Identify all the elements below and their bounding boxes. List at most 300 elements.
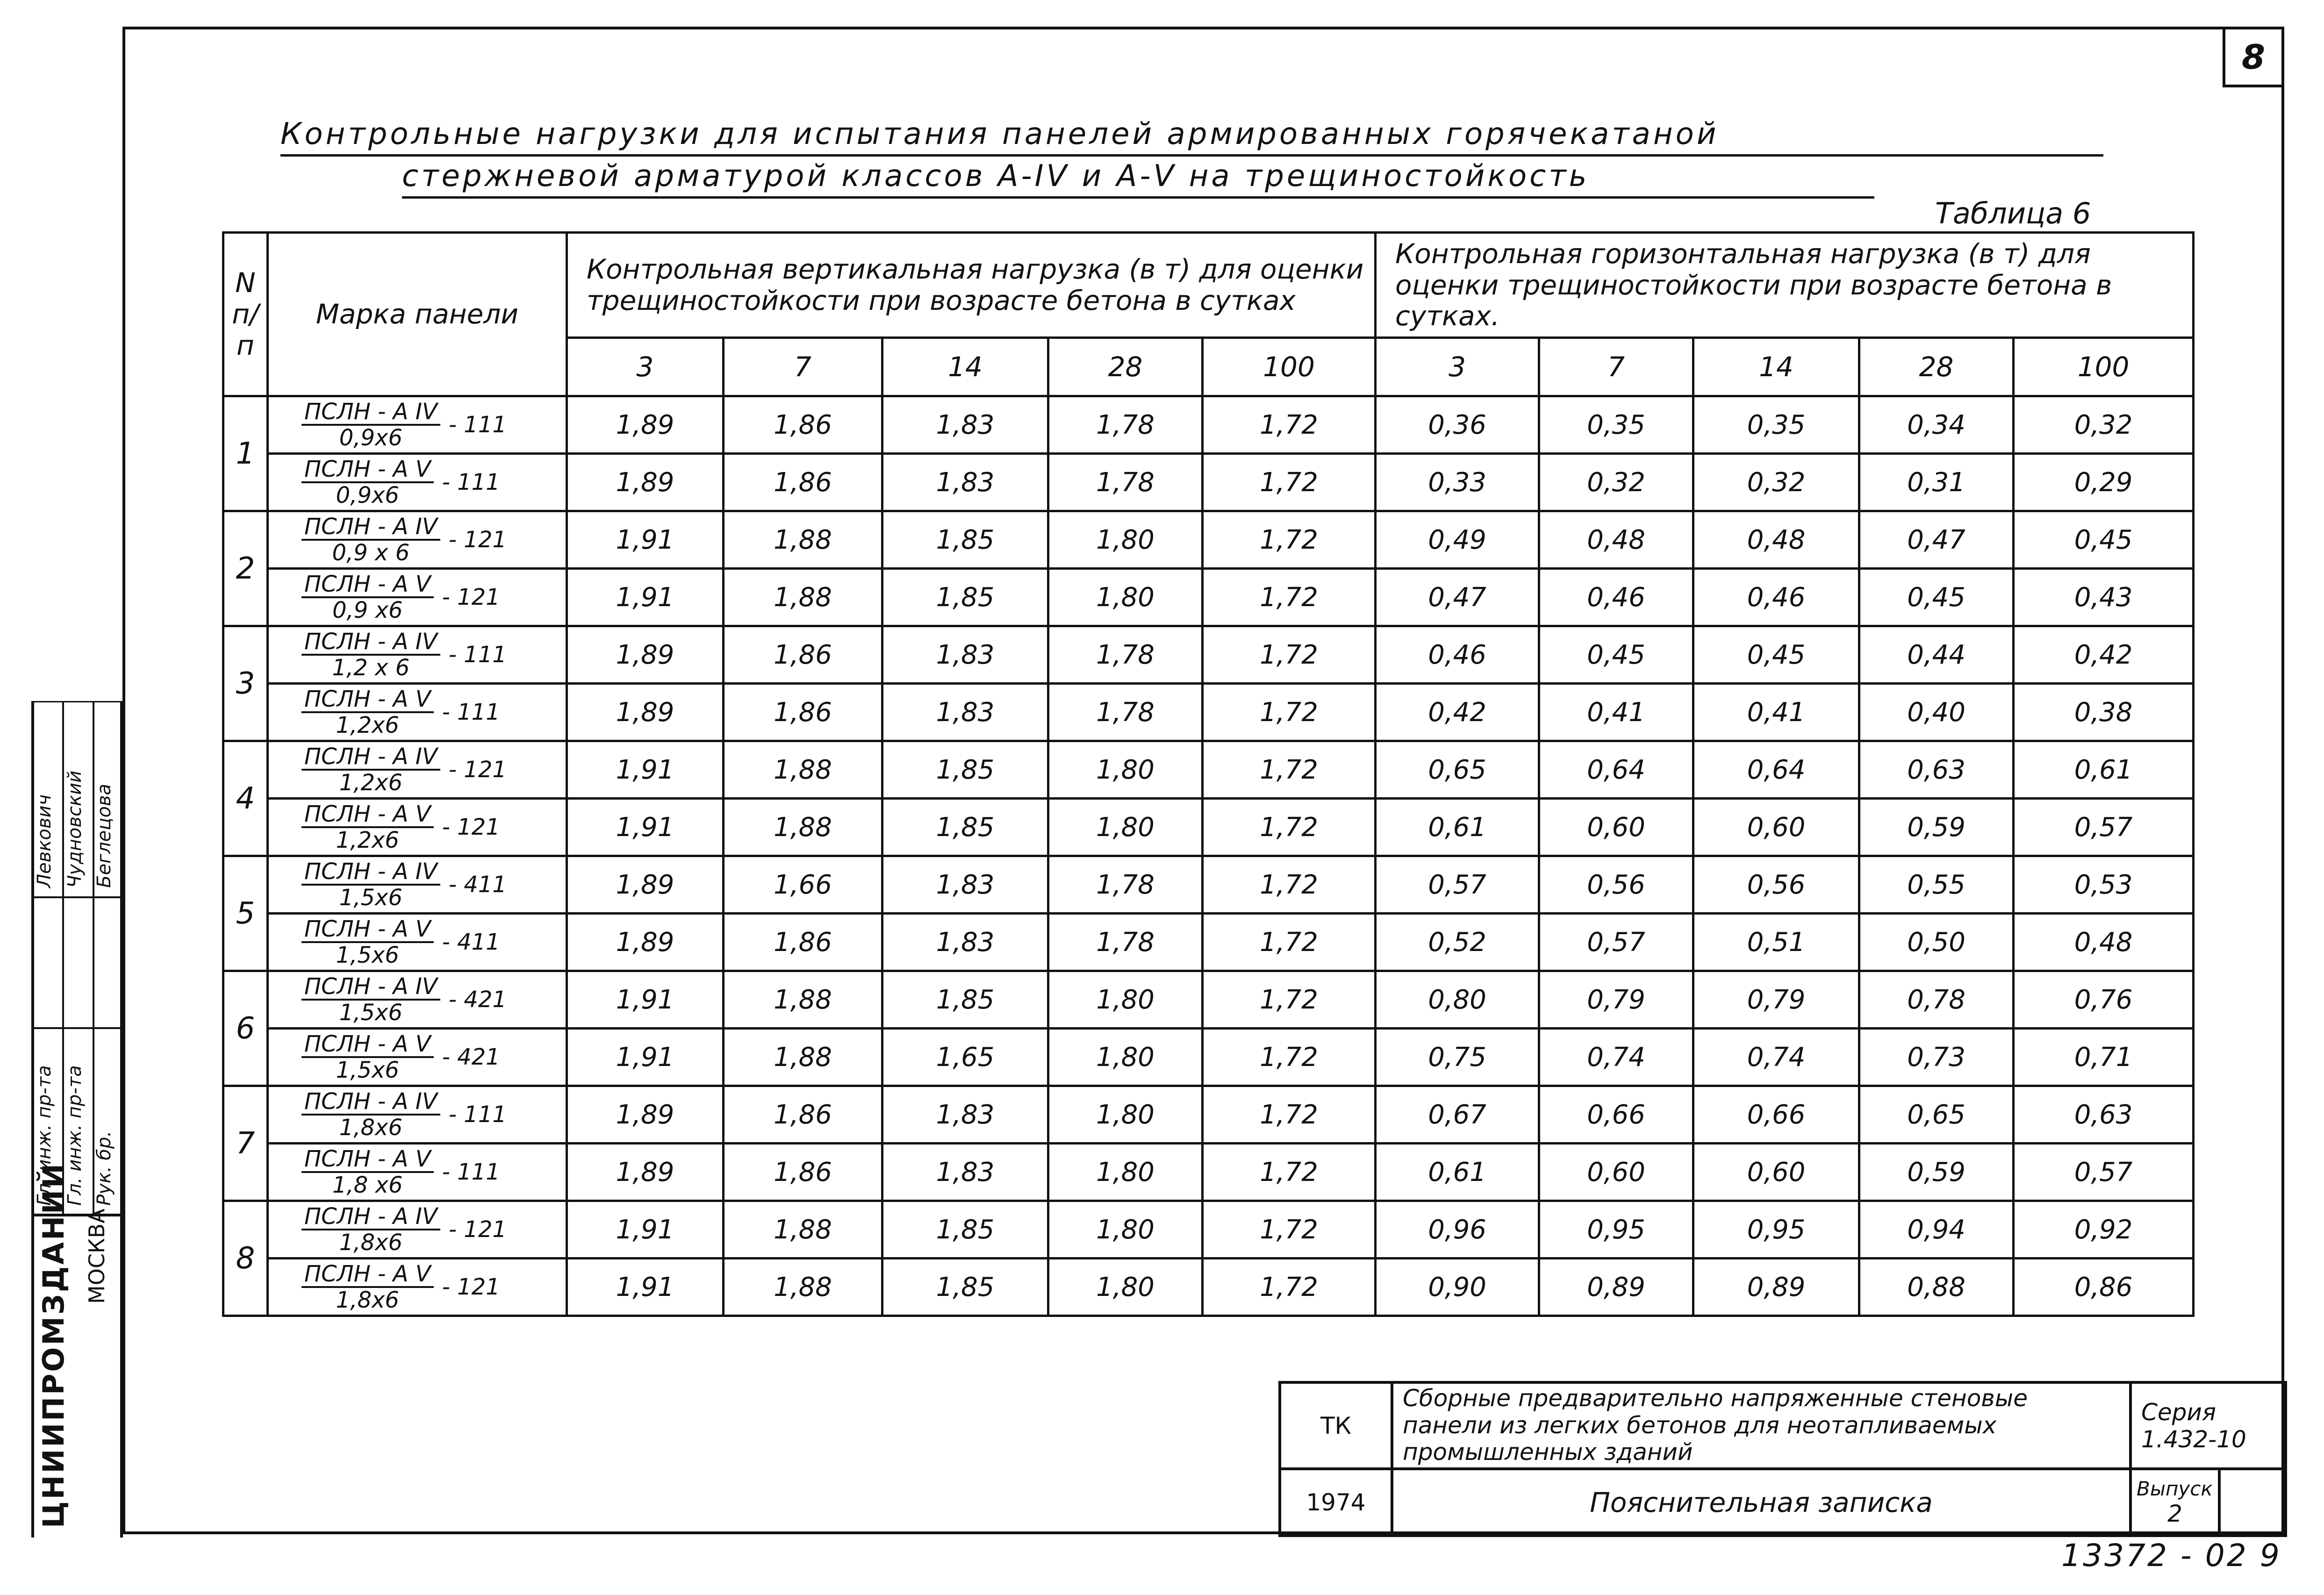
horizontal-load-cell: 0,31 bbox=[1859, 454, 2014, 511]
panel-mark bbox=[268, 626, 567, 684]
vertical-load-cell: 1,78 bbox=[1048, 454, 1203, 511]
row-number: 7 bbox=[223, 1086, 268, 1201]
age-header-h-1: 7 bbox=[1539, 338, 1693, 396]
vertical-load-cell: 1,72 bbox=[1203, 684, 1376, 741]
horizontal-load-cell: 0,65 bbox=[1859, 1086, 2014, 1144]
vertical-load-cell: 1,83 bbox=[882, 1086, 1048, 1144]
vertical-load-cell: 1,85 bbox=[882, 1201, 1048, 1259]
panel-mark-fraction bbox=[301, 1205, 440, 1254]
series-cell bbox=[2130, 1382, 2286, 1469]
panel-mark-type: ПСЛН - А V bbox=[301, 573, 434, 598]
vertical-load-cell: 1,72 bbox=[1203, 1201, 1376, 1259]
vertical-load-cell: 1,88 bbox=[724, 1259, 882, 1316]
title-line-1: Контрольные нагрузки для испытания панелей армированных горячекатаной bbox=[280, 117, 2103, 157]
panel-mark-size: 0,9 х 6 bbox=[332, 540, 410, 566]
horizontal-load-cell: 0,52 bbox=[1376, 914, 1539, 971]
horizontal-load-cell: 0,41 bbox=[1539, 684, 1693, 741]
vertical-load-cell: 1,83 bbox=[882, 914, 1048, 971]
panel-mark-size: 1,2х6 bbox=[336, 712, 399, 738]
row-number: 6 bbox=[223, 971, 268, 1086]
horizontal-load-cell: 0,32 bbox=[1539, 454, 1693, 511]
panel-mark-size: 1,8 х6 bbox=[332, 1172, 403, 1198]
vertical-load-cell: 1,72 bbox=[1203, 396, 1376, 454]
vertical-load-cell: 1,85 bbox=[882, 971, 1048, 1029]
vertical-load-cell: 1,72 bbox=[1203, 799, 1376, 856]
horizontal-load-cell: 0,57 bbox=[1539, 914, 1693, 971]
table-row bbox=[223, 684, 2194, 741]
horizontal-load-cell: 0,89 bbox=[1539, 1259, 1693, 1316]
horizontal-load-cell: 0,94 bbox=[1859, 1201, 2014, 1259]
horizontal-load-cell: 0,46 bbox=[1539, 569, 1693, 626]
horizontal-load-cell: 0,47 bbox=[1859, 511, 2014, 569]
horizontal-load-cell: 0,79 bbox=[1693, 971, 1859, 1029]
horizontal-load-cell: 0,53 bbox=[2014, 856, 2194, 914]
vertical-load-cell: 1,89 bbox=[567, 684, 724, 741]
row-number: 4 bbox=[223, 741, 268, 856]
horizontal-load-cell: 0,48 bbox=[2014, 914, 2194, 971]
table-row bbox=[223, 454, 2194, 511]
horizontal-load-cell: 0,64 bbox=[1539, 741, 1693, 799]
table-row bbox=[223, 741, 2194, 799]
panel-mark-suffix: - 421 bbox=[442, 1044, 500, 1070]
horizontal-load-cell: 0,46 bbox=[1376, 626, 1539, 684]
vertical-load-cell: 1,72 bbox=[1203, 1144, 1376, 1201]
panel-mark-type: ПСЛН - А IV bbox=[301, 1090, 440, 1116]
horizontal-load-cell: 0,74 bbox=[1539, 1029, 1693, 1086]
panel-mark-size: 0,9 х6 bbox=[332, 597, 403, 623]
vertical-load-cell: 1,80 bbox=[1048, 971, 1203, 1029]
horizontal-load-cell: 0,61 bbox=[1376, 799, 1539, 856]
panel-mark-fraction bbox=[301, 458, 434, 507]
vertical-load-cell: 1,91 bbox=[567, 511, 724, 569]
panel-mark-size: 1,5х6 bbox=[339, 1000, 402, 1026]
vertical-load-cell: 1,72 bbox=[1203, 511, 1376, 569]
panel-mark-suffix: - 111 bbox=[442, 1159, 500, 1185]
vertical-load-cell: 1,72 bbox=[1203, 856, 1376, 914]
horizontal-load-cell: 0,51 bbox=[1693, 914, 1859, 971]
horizontal-load-cell: 0,35 bbox=[1539, 396, 1693, 454]
vertical-load-cell: 1,72 bbox=[1203, 626, 1376, 684]
panel-mark-size: 1,5х6 bbox=[336, 1057, 399, 1083]
panel-mark-type: ПСЛН - А V bbox=[301, 803, 434, 828]
vertical-load-cell: 1,89 bbox=[567, 1086, 724, 1144]
panel-mark-size: 1,2 х 6 bbox=[332, 655, 410, 681]
horizontal-load-cell: 0,76 bbox=[2014, 971, 2194, 1029]
vertical-load-cell: 1,72 bbox=[1203, 1086, 1376, 1144]
horizontal-load-cell: 0,55 bbox=[1859, 856, 2014, 914]
panel-mark-type: ПСЛН - А V bbox=[301, 1033, 434, 1058]
horizontal-load-cell: 0,57 bbox=[1376, 856, 1539, 914]
vertical-load-cell: 1,89 bbox=[567, 626, 724, 684]
vertical-load-cell: 1,88 bbox=[724, 799, 882, 856]
document-name: Пояснительная записка bbox=[1392, 1469, 2130, 1536]
title-block bbox=[1278, 1381, 2287, 1537]
horizontal-load-cell: 0,33 bbox=[1376, 454, 1539, 511]
panel-mark-fraction bbox=[301, 975, 440, 1024]
panel-mark-fraction bbox=[301, 803, 434, 851]
vertical-load-cell: 1,72 bbox=[1203, 914, 1376, 971]
panel-mark-fraction bbox=[301, 860, 440, 909]
header-horizontal-group: Контрольная горизонтальная нагрузка (в т) для оценки трещиностойкости при возрасте бетона в сутках. bbox=[1376, 233, 2194, 338]
horizontal-load-cell: 0,79 bbox=[1539, 971, 1693, 1029]
vertical-load-cell: 1,72 bbox=[1203, 741, 1376, 799]
horizontal-load-cell: 0,95 bbox=[1539, 1201, 1693, 1259]
row-number: 8 bbox=[223, 1201, 268, 1316]
panel-mark-fraction bbox=[301, 745, 440, 794]
vertical-load-cell: 1,86 bbox=[724, 684, 882, 741]
series-label: Серия bbox=[2141, 1398, 2216, 1426]
panel-mark bbox=[268, 684, 567, 741]
horizontal-load-cell: 0,32 bbox=[2014, 396, 2194, 454]
vertical-load-cell: 1,91 bbox=[567, 1201, 724, 1259]
age-header-h-2: 14 bbox=[1693, 338, 1859, 396]
panel-mark-suffix: - 121 bbox=[442, 1274, 500, 1300]
panel-mark-suffix: - 121 bbox=[442, 584, 500, 610]
horizontal-load-cell: 0,43 bbox=[2014, 569, 2194, 626]
panel-mark-size: 1,5х6 bbox=[336, 942, 399, 968]
panel-mark bbox=[268, 569, 567, 626]
horizontal-load-cell: 0,63 bbox=[1859, 741, 2014, 799]
vertical-load-cell: 1,89 bbox=[567, 1144, 724, 1201]
table-row bbox=[223, 1144, 2194, 1201]
panel-mark-fraction bbox=[301, 1263, 434, 1311]
issue-cell bbox=[2130, 1469, 2219, 1536]
vertical-load-cell: 1,78 bbox=[1048, 914, 1203, 971]
panel-mark-suffix: - 411 bbox=[448, 872, 507, 898]
vertical-load-cell: 1,72 bbox=[1203, 569, 1376, 626]
horizontal-load-cell: 0,78 bbox=[1859, 971, 2014, 1029]
age-header-h-0: 3 bbox=[1376, 338, 1539, 396]
panel-mark bbox=[268, 856, 567, 914]
horizontal-load-cell: 0,61 bbox=[2014, 741, 2194, 799]
horizontal-load-cell: 0,45 bbox=[1539, 626, 1693, 684]
panel-mark-size: 1,2х6 bbox=[339, 770, 402, 796]
horizontal-load-cell: 0,48 bbox=[1539, 511, 1693, 569]
horizontal-load-cell: 0,49 bbox=[1376, 511, 1539, 569]
signer-role-2: Гл. инж. пр-та bbox=[64, 1065, 86, 1206]
vertical-load-cell: 1,89 bbox=[567, 856, 724, 914]
vertical-load-cell: 1,78 bbox=[1048, 396, 1203, 454]
panel-mark-fraction bbox=[301, 1090, 440, 1139]
table-body bbox=[223, 396, 2194, 1316]
vertical-load-cell: 1,85 bbox=[882, 511, 1048, 569]
title-line-2: стержневой арматурой классов А-IV и А-V на трещиностойкость bbox=[402, 159, 1874, 199]
vertical-load-cell: 1,72 bbox=[1203, 454, 1376, 511]
age-header-v-3: 28 bbox=[1048, 338, 1203, 396]
panel-mark bbox=[268, 396, 567, 454]
signer-role-3: Рук. бр. bbox=[93, 1130, 115, 1206]
vertical-load-cell: 1,72 bbox=[1203, 1029, 1376, 1086]
vertical-load-cell: 1,80 bbox=[1048, 799, 1203, 856]
horizontal-load-cell: 0,56 bbox=[1539, 856, 1693, 914]
signer-role-1: Гл. инж. пр-та bbox=[34, 1065, 55, 1206]
horizontal-load-cell: 0,96 bbox=[1376, 1201, 1539, 1259]
vertical-load-cell: 1,85 bbox=[882, 1259, 1048, 1316]
panel-mark-suffix: - 111 bbox=[448, 1101, 507, 1128]
horizontal-load-cell: 0,88 bbox=[1859, 1259, 2014, 1316]
vertical-load-cell: 1,85 bbox=[882, 569, 1048, 626]
age-header-v-4: 100 bbox=[1203, 338, 1376, 396]
horizontal-load-cell: 0,66 bbox=[1693, 1086, 1859, 1144]
table-row bbox=[223, 914, 2194, 971]
horizontal-load-cell: 0,60 bbox=[1693, 799, 1859, 856]
vertical-load-cell: 1,86 bbox=[724, 1144, 882, 1201]
horizontal-load-cell: 0,60 bbox=[1539, 799, 1693, 856]
panel-mark-fraction bbox=[301, 688, 434, 737]
vertical-load-cell: 1,65 bbox=[882, 1029, 1048, 1086]
horizontal-load-cell: 0,92 bbox=[2014, 1201, 2194, 1259]
vertical-load-cell: 1,80 bbox=[1048, 569, 1203, 626]
vertical-load-cell: 1,83 bbox=[882, 684, 1048, 741]
vertical-load-cell: 1,80 bbox=[1048, 1086, 1203, 1144]
table-row bbox=[223, 856, 2194, 914]
vertical-load-cell: 1,85 bbox=[882, 741, 1048, 799]
panel-mark bbox=[268, 914, 567, 971]
vertical-load-cell: 1,80 bbox=[1048, 1029, 1203, 1086]
table-row bbox=[223, 396, 2194, 454]
table-row bbox=[223, 1086, 2194, 1144]
panel-mark-size: 1,8х6 bbox=[339, 1230, 402, 1256]
age-header-v-0: 3 bbox=[567, 338, 724, 396]
horizontal-load-cell: 0,66 bbox=[1539, 1086, 1693, 1144]
horizontal-load-cell: 0,40 bbox=[1859, 684, 2014, 741]
horizontal-load-cell: 0,59 bbox=[1859, 1144, 2014, 1201]
panel-mark-type: ПСЛН - А V bbox=[301, 1263, 434, 1288]
horizontal-load-cell: 0,90 bbox=[1376, 1259, 1539, 1316]
vertical-load-cell: 1,88 bbox=[724, 971, 882, 1029]
vertical-load-cell: 1,85 bbox=[882, 799, 1048, 856]
vertical-load-cell: 1,80 bbox=[1048, 741, 1203, 799]
vertical-load-cell: 1,89 bbox=[567, 454, 724, 511]
vertical-load-cell: 1,91 bbox=[567, 1029, 724, 1086]
vertical-load-cell: 1,88 bbox=[724, 1029, 882, 1086]
table-row bbox=[223, 1259, 2194, 1316]
panel-mark-type: ПСЛН - А IV bbox=[301, 515, 440, 541]
panel-mark-fraction bbox=[301, 1148, 434, 1196]
table-row bbox=[223, 511, 2194, 569]
panel-mark-suffix: - 411 bbox=[442, 929, 500, 955]
age-header-h-4: 100 bbox=[2014, 338, 2194, 396]
horizontal-load-cell: 0,63 bbox=[2014, 1086, 2194, 1144]
horizontal-load-cell: 0,44 bbox=[1859, 626, 2014, 684]
table-label: Таблица 6 bbox=[1935, 196, 2091, 230]
vertical-load-cell: 1,86 bbox=[724, 914, 882, 971]
panel-mark-suffix: - 111 bbox=[442, 469, 500, 495]
horizontal-load-cell: 0,59 bbox=[1859, 799, 2014, 856]
panel-mark bbox=[268, 971, 567, 1029]
panel-mark-suffix: - 111 bbox=[448, 412, 507, 438]
panel-mark bbox=[268, 511, 567, 569]
horizontal-load-cell: 0,64 bbox=[1693, 741, 1859, 799]
load-table bbox=[222, 231, 2195, 1317]
horizontal-load-cell: 0,61 bbox=[1376, 1144, 1539, 1201]
horizontal-load-cell: 0,42 bbox=[2014, 626, 2194, 684]
archive-code: 13372 - 02 9 bbox=[2061, 1538, 2281, 1574]
horizontal-load-cell: 0,89 bbox=[1693, 1259, 1859, 1316]
panel-mark bbox=[268, 1144, 567, 1201]
vertical-load-cell: 1,91 bbox=[567, 569, 724, 626]
age-header-h-3: 28 bbox=[1859, 338, 2014, 396]
org-code: ТК bbox=[1280, 1382, 1392, 1469]
panel-mark bbox=[268, 1259, 567, 1316]
row-number: 5 bbox=[223, 856, 268, 971]
horizontal-load-cell: 0,48 bbox=[1693, 511, 1859, 569]
vertical-load-cell: 1,78 bbox=[1048, 684, 1203, 741]
issue-label: Выпуск bbox=[2137, 1477, 2213, 1500]
panel-mark-suffix: - 421 bbox=[448, 987, 507, 1013]
horizontal-load-cell: 0,45 bbox=[1859, 569, 2014, 626]
vertical-load-cell: 1,91 bbox=[567, 971, 724, 1029]
vertical-load-cell: 1,88 bbox=[724, 569, 882, 626]
horizontal-load-cell: 0,86 bbox=[2014, 1259, 2194, 1316]
horizontal-load-cell: 0,73 bbox=[1859, 1029, 2014, 1086]
horizontal-load-cell: 0,47 bbox=[1376, 569, 1539, 626]
panel-mark-size: 0,9х6 bbox=[336, 482, 399, 508]
vertical-load-cell: 1,89 bbox=[567, 914, 724, 971]
signer-name-3: Беглецова bbox=[93, 783, 115, 888]
year: 1974 bbox=[1280, 1469, 1392, 1536]
table-row bbox=[223, 626, 2194, 684]
panel-mark-suffix: - 111 bbox=[442, 699, 500, 725]
vertical-load-cell: 1,66 bbox=[724, 856, 882, 914]
vertical-load-cell: 1,86 bbox=[724, 1086, 882, 1144]
vertical-load-cell: 1,89 bbox=[567, 396, 724, 454]
vertical-load-cell: 1,83 bbox=[882, 396, 1048, 454]
vertical-load-cell: 1,86 bbox=[724, 454, 882, 511]
vertical-load-cell: 1,80 bbox=[1048, 1201, 1203, 1259]
table-row bbox=[223, 1029, 2194, 1086]
horizontal-load-cell: 0,29 bbox=[2014, 454, 2194, 511]
horizontal-load-cell: 0,41 bbox=[1693, 684, 1859, 741]
panel-mark-size: 1,2х6 bbox=[336, 827, 399, 853]
panel-mark-type: ПСЛН - А V bbox=[301, 1148, 434, 1173]
vertical-load-cell: 1,72 bbox=[1203, 1259, 1376, 1316]
vertical-load-cell: 1,83 bbox=[882, 856, 1048, 914]
header-mark: Марка панели bbox=[268, 233, 567, 396]
horizontal-load-cell: 0,46 bbox=[1693, 569, 1859, 626]
panel-mark-suffix: - 111 bbox=[448, 642, 507, 668]
vertical-load-cell: 1,83 bbox=[882, 454, 1048, 511]
vertical-load-cell: 1,88 bbox=[724, 741, 882, 799]
panel-mark-size: 0,9х6 bbox=[339, 425, 402, 451]
vertical-load-cell: 1,80 bbox=[1048, 1144, 1203, 1201]
horizontal-load-cell: 0,75 bbox=[1376, 1029, 1539, 1086]
header-vertical-group: Контрольная вертикальная нагрузка (в т) для оценки трещиностойкости при возрасте бетона в сутках bbox=[567, 233, 1376, 338]
panel-mark-type: ПСЛН - А V bbox=[301, 458, 434, 483]
horizontal-load-cell: 0,67 bbox=[1376, 1086, 1539, 1144]
vertical-load-cell: 1,78 bbox=[1048, 626, 1203, 684]
horizontal-load-cell: 0,95 bbox=[1693, 1201, 1859, 1259]
city-label: МОСКВА bbox=[84, 1209, 109, 1304]
table-row bbox=[223, 971, 2194, 1029]
panel-mark-size: 1,8х6 bbox=[336, 1287, 399, 1313]
horizontal-load-cell: 0,60 bbox=[1693, 1144, 1859, 1201]
vertical-load-cell: 1,91 bbox=[567, 1259, 724, 1316]
horizontal-load-cell: 0,42 bbox=[1376, 684, 1539, 741]
age-header-v-1: 7 bbox=[724, 338, 882, 396]
panel-mark-type: ПСЛН - А V bbox=[301, 918, 434, 943]
horizontal-load-cell: 0,45 bbox=[2014, 511, 2194, 569]
vertical-load-cell: 1,91 bbox=[567, 741, 724, 799]
issue-value: 2 bbox=[2167, 1500, 2182, 1527]
panel-mark-fraction bbox=[301, 1033, 434, 1081]
horizontal-load-cell: 0,50 bbox=[1859, 914, 2014, 971]
vertical-load-cell: 1,86 bbox=[724, 626, 882, 684]
panel-mark bbox=[268, 1201, 567, 1259]
series-value: 1.432-10 bbox=[2141, 1425, 2246, 1453]
vertical-load-cell: 1,83 bbox=[882, 1144, 1048, 1201]
stamp-empty-cell bbox=[2219, 1469, 2286, 1536]
horizontal-load-cell: 0,32 bbox=[1693, 454, 1859, 511]
panel-mark-suffix: - 121 bbox=[448, 527, 507, 553]
panel-mark bbox=[268, 799, 567, 856]
header-num: N п/п bbox=[223, 233, 268, 396]
vertical-load-cell: 1,80 bbox=[1048, 511, 1203, 569]
panel-mark-suffix: - 121 bbox=[448, 757, 507, 783]
panel-mark-type: ПСЛН - А IV bbox=[301, 1205, 440, 1230]
panel-mark-fraction bbox=[301, 573, 434, 622]
sheet-number: 8 bbox=[2223, 27, 2284, 87]
horizontal-load-cell: 0,36 bbox=[1376, 396, 1539, 454]
vertical-load-cell: 1,88 bbox=[724, 511, 882, 569]
age-header-v-2: 14 bbox=[882, 338, 1048, 396]
panel-mark-type: ПСЛН - А IV bbox=[301, 975, 440, 1001]
horizontal-load-cell: 0,35 bbox=[1693, 396, 1859, 454]
table-row bbox=[223, 799, 2194, 856]
panel-mark-fraction bbox=[301, 918, 434, 966]
panel-mark bbox=[268, 741, 567, 799]
horizontal-load-cell: 0,57 bbox=[2014, 799, 2194, 856]
horizontal-load-cell: 0,38 bbox=[2014, 684, 2194, 741]
panel-mark-type: ПСЛН - А IV bbox=[301, 860, 440, 886]
panel-mark-type: ПСЛН - А V bbox=[301, 688, 434, 713]
horizontal-load-cell: 0,56 bbox=[1693, 856, 1859, 914]
panel-mark-suffix: - 121 bbox=[448, 1216, 507, 1243]
row-number: 1 bbox=[223, 396, 268, 511]
vertical-load-cell: 1,78 bbox=[1048, 856, 1203, 914]
panel-mark-size: 1,5х6 bbox=[339, 885, 402, 911]
panel-mark-type: ПСЛН - А IV bbox=[301, 745, 440, 771]
horizontal-load-cell: 0,80 bbox=[1376, 971, 1539, 1029]
panel-mark bbox=[268, 1086, 567, 1144]
panel-mark-type: ПСЛН - А IV bbox=[301, 630, 440, 656]
vertical-load-cell: 1,91 bbox=[567, 799, 724, 856]
table-row bbox=[223, 569, 2194, 626]
horizontal-load-cell: 0,45 bbox=[1693, 626, 1859, 684]
vertical-load-cell: 1,83 bbox=[882, 626, 1048, 684]
horizontal-load-cell: 0,60 bbox=[1539, 1144, 1693, 1201]
panel-mark-suffix: - 121 bbox=[442, 814, 500, 840]
vertical-load-cell: 1,86 bbox=[724, 396, 882, 454]
panel-mark bbox=[268, 454, 567, 511]
panel-mark-type: ПСЛН - А IV bbox=[301, 401, 440, 426]
panel-mark-size: 1,8х6 bbox=[339, 1115, 402, 1141]
vertical-load-cell: 1,88 bbox=[724, 1201, 882, 1259]
horizontal-load-cell: 0,65 bbox=[1376, 741, 1539, 799]
panel-mark-fraction bbox=[301, 515, 440, 564]
signer-name-1: Левкович bbox=[34, 794, 55, 888]
row-number: 2 bbox=[223, 511, 268, 626]
table-row bbox=[223, 1201, 2194, 1259]
panel-mark-fraction bbox=[301, 401, 440, 449]
signer-name-2: Чудновский bbox=[64, 770, 86, 888]
vertical-load-cell: 1,72 bbox=[1203, 971, 1376, 1029]
row-number: 3 bbox=[223, 626, 268, 741]
horizontal-load-cell: 0,34 bbox=[1859, 396, 2014, 454]
org-name: ЦНИИПРОМЗДАНИЙ bbox=[36, 1162, 71, 1528]
panel-mark bbox=[268, 1029, 567, 1086]
project-description: Сборные предварительно напряженные стеновые панели из легких бетонов для неотапливаемых промышленных зданий bbox=[1392, 1382, 2130, 1469]
